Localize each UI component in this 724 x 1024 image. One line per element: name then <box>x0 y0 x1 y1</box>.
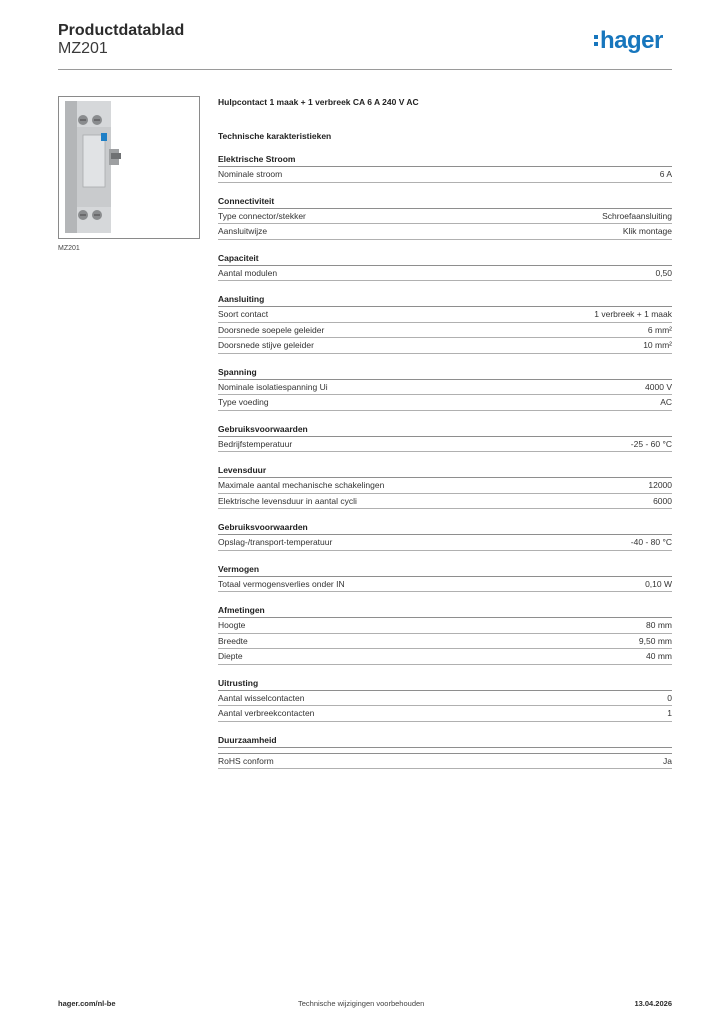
spec-row <box>218 380 672 396</box>
spec-group-title: Uitrusting <box>218 676 672 691</box>
spec-group-title: Capaciteit <box>218 251 672 266</box>
spec-value: Schroefaansluiting <box>602 210 672 221</box>
spec-row <box>218 535 672 551</box>
spec-label: Aansluitwijze <box>218 226 268 236</box>
product-image-caption: MZ201 <box>58 245 80 252</box>
spec-value: 6 A <box>659 169 672 179</box>
spec-value: 0 <box>667 692 672 703</box>
circuit-breaker-auxiliary-icon <box>59 97 199 238</box>
spec-row <box>218 209 672 225</box>
spec-label: Nominale stroom <box>218 169 283 179</box>
spec-value: 4000 V <box>645 381 672 392</box>
spec-label: RoHS conform <box>218 755 274 766</box>
spec-content <box>218 96 672 769</box>
spec-group <box>218 463 672 509</box>
spec-value: 6 mm² <box>647 324 672 335</box>
spec-row <box>218 577 672 593</box>
tech-heading: Technische karakteristieken <box>218 131 332 141</box>
spec-row <box>218 618 672 634</box>
footer-date: 13.04.2026 <box>634 999 672 1008</box>
spec-row <box>218 323 672 339</box>
spec-group-title: Connectiviteit <box>218 194 672 209</box>
spec-label: Nominale isolatiespanning Ui <box>218 381 328 392</box>
spec-group-title: Vermogen <box>218 562 672 577</box>
spec-value: 10 mm² <box>643 340 672 350</box>
spec-group <box>218 365 672 411</box>
spec-value: Klik montage <box>622 226 672 236</box>
spec-row <box>218 338 672 354</box>
product-code: MZ201 <box>58 40 108 57</box>
spec-value: 9,50 mm <box>638 635 672 646</box>
spec-group <box>218 676 672 722</box>
spec-label: Doorsnede soepele geleider <box>218 324 325 335</box>
page-title: Productdatablad <box>58 22 185 39</box>
spec-group <box>218 520 672 551</box>
spec-value: Ja <box>663 755 672 766</box>
spec-label: Hoogte <box>218 620 246 630</box>
spec-row <box>218 691 672 707</box>
spec-label: Soort contact <box>218 309 269 319</box>
spec-label: Type voeding <box>218 397 269 407</box>
spec-group <box>218 603 672 665</box>
spec-value: -25 - 60 °C <box>630 438 672 449</box>
spec-row <box>218 437 672 453</box>
spec-label: Totaal vermogensverlies onder IN <box>218 578 345 589</box>
spec-value: 0,50 <box>655 267 672 278</box>
footer-disclaimer: Technische wijzigingen voorbehouden <box>298 999 425 1008</box>
spec-label: Aantal modulen <box>218 267 278 278</box>
spec-group-title: Levensduur <box>218 463 672 478</box>
spec-group-title: Spanning <box>218 365 672 380</box>
spec-group-title: Duurzaamheid <box>218 733 672 748</box>
spec-group-title: Aansluiting <box>218 292 672 307</box>
spec-label: Opslag-/transport-temperatuur <box>218 537 333 547</box>
spec-group <box>218 194 672 240</box>
spec-value: 40 mm <box>646 651 672 661</box>
spec-label: Type connector/stekker <box>218 210 306 221</box>
spec-row <box>218 266 672 282</box>
spec-value: 0,10 W <box>645 578 672 589</box>
spec-row <box>218 167 672 183</box>
spec-value: 12000 <box>648 480 672 490</box>
footer-website[interactable]: hager.com/nl-be <box>58 999 116 1008</box>
spec-group <box>218 733 672 770</box>
spec-group-title: Gebruiksvoorwaarden <box>218 422 672 437</box>
spec-group-title: Elektrische Stroom <box>218 152 672 167</box>
spec-label: Maximale aantal mechanische schakelingen <box>218 480 385 490</box>
spec-value: 6000 <box>653 495 672 506</box>
spec-row <box>218 706 672 722</box>
logo-text: hager <box>600 27 663 54</box>
spec-label: Doorsnede stijve geleider <box>218 340 314 350</box>
product-description: Hulpcontact 1 maak + 1 verbreek CA 6 A 240 V AC <box>218 97 419 107</box>
spec-row <box>218 395 672 411</box>
spec-group <box>218 292 672 354</box>
header-divider <box>58 69 672 70</box>
spec-group <box>218 422 672 453</box>
spec-label: Aantal wisselcontacten <box>218 692 305 703</box>
spec-label: Elektrische levensduur in aantal cycli <box>218 495 357 506</box>
spec-value: 1 <box>667 708 672 718</box>
spec-row <box>218 494 672 510</box>
spec-value: AC <box>660 397 672 407</box>
spec-group <box>218 251 672 282</box>
spec-group-title: Gebruiksvoorwaarden <box>218 520 672 535</box>
spec-group <box>218 562 672 593</box>
spec-label: Diepte <box>218 651 243 661</box>
spec-value: 1 verbreek + 1 maak <box>594 309 672 319</box>
brand-logo <box>594 29 663 53</box>
spec-group <box>218 152 672 183</box>
spec-row <box>218 224 672 240</box>
spec-groups <box>218 152 672 769</box>
spec-row <box>218 753 672 770</box>
product-image <box>58 96 200 239</box>
spec-group-title: Afmetingen <box>218 603 672 618</box>
spec-row <box>218 634 672 650</box>
spec-value: 80 mm <box>646 620 672 630</box>
spec-label: Aantal verbreekcontacten <box>218 708 315 718</box>
spec-label: Bedrijfstemperatuur <box>218 438 293 449</box>
spec-row <box>218 478 672 494</box>
spec-row <box>218 307 672 323</box>
spec-label: Breedte <box>218 635 248 646</box>
logo-dots-icon <box>594 29 599 46</box>
spec-row <box>218 649 672 665</box>
spec-value: -40 - 80 °C <box>630 537 672 547</box>
